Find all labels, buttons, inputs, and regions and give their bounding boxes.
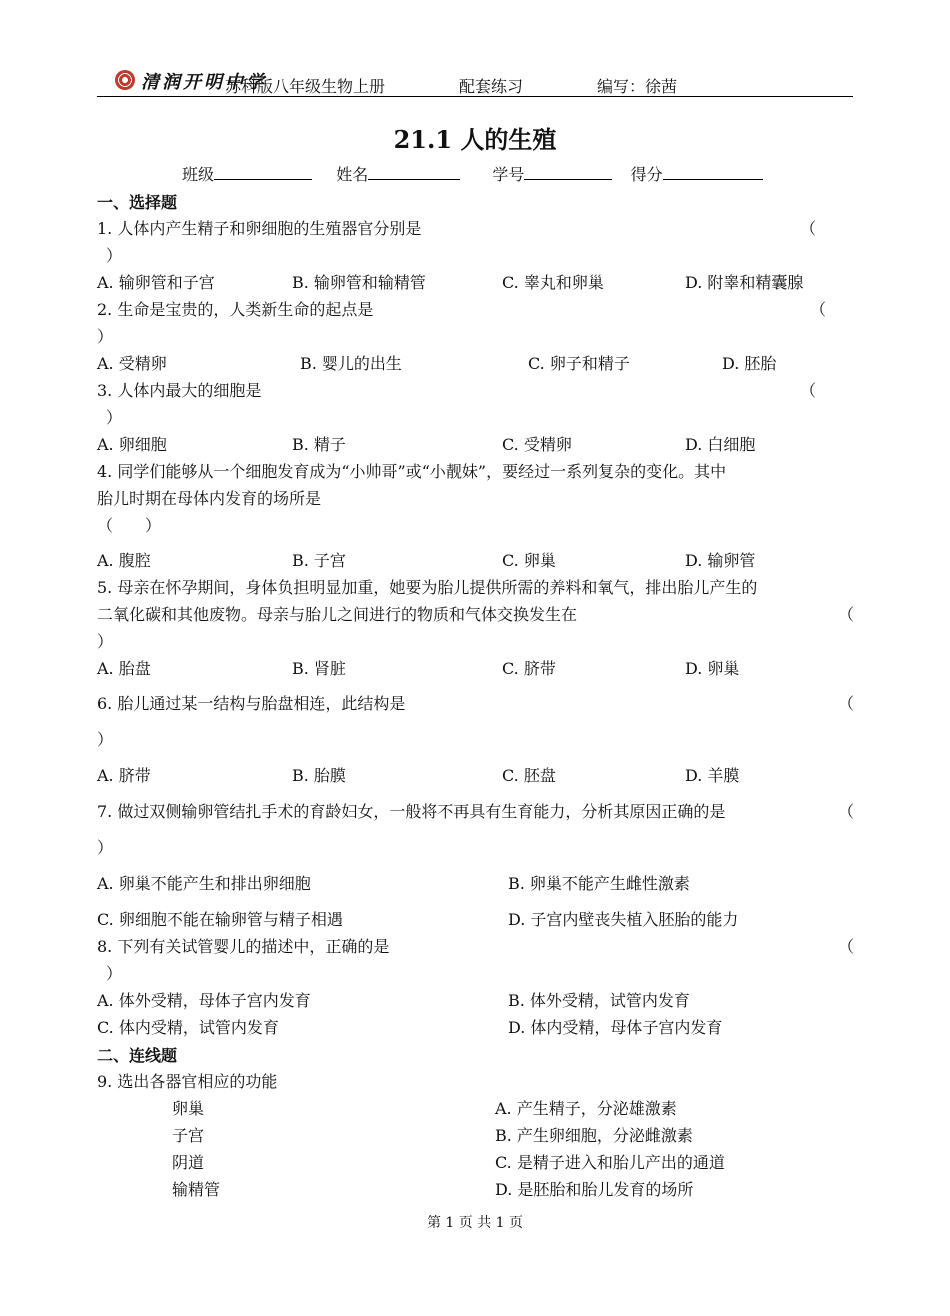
q5-option-d[interactable]: D. 卵巢 <box>685 659 740 678</box>
q8-paren-open: （ <box>838 937 855 956</box>
school-name: 清润开明中学 <box>141 72 267 93</box>
q6-option-b[interactable]: B. 胎膜 <box>292 766 346 785</box>
q7-option-c[interactable]: C. 卵细胞不能在输卵管与精子相遇 <box>97 910 343 929</box>
q2-option-d[interactable]: D. 胚胎 <box>722 354 777 373</box>
q5-option-b[interactable]: B. 肾脏 <box>292 659 346 678</box>
id-blank[interactable] <box>524 163 612 180</box>
q5-paren-open: （ <box>838 605 855 624</box>
q7-paren-close: ） <box>97 838 114 857</box>
q1-text: 1. 人体内产生精子和卵细胞的生殖器官分别是 <box>97 219 422 238</box>
q7-text: 7. 做过双侧输卵管结扎手术的育龄妇女，一般将不再具有生育能力，分析其原因正确的是 <box>97 802 726 821</box>
q3-text: 3. 人体内最大的细胞是 <box>97 381 262 400</box>
q4-option-c[interactable]: C. 卵巢 <box>502 551 556 570</box>
q2-option-c[interactable]: C. 卵子和精子 <box>528 354 630 373</box>
author: 编写：徐茜 <box>597 77 678 96</box>
page-title: 21.1 人的生殖 <box>393 125 557 154</box>
page-header <box>97 66 853 97</box>
class-blank[interactable] <box>214 163 312 180</box>
q1-paren-open: （ <box>800 219 817 238</box>
q2-paren-close: ） <box>97 327 114 346</box>
q4-text-line1: 4. 同学们能够从一个细胞发育成为“小帅哥”或“小靓妹”，要经过一系列复杂的变化。其中 <box>97 462 727 481</box>
q8-text: 8. 下列有关试管婴儿的描述中，正确的是 <box>97 937 390 956</box>
exercise-type: 配套练习 <box>459 77 524 96</box>
q3-option-c[interactable]: C. 受精卵 <box>502 435 572 454</box>
q8-paren-close: ） <box>106 964 123 983</box>
q2-paren-open: （ <box>810 300 827 319</box>
score-label: 得分 <box>630 165 663 184</box>
q7-paren-open: （ <box>838 802 855 821</box>
q1-option-c[interactable]: C. 睾丸和卵巢 <box>502 273 604 292</box>
student-info-row <box>182 162 763 185</box>
q1-option-b[interactable]: B. 输卵管和输精管 <box>292 273 426 292</box>
q1-option-a[interactable]: A. 输卵管和子宫 <box>97 273 215 292</box>
function-item[interactable]: A. 产生精子，分泌雄激素 <box>495 1099 677 1118</box>
q8-option-d[interactable]: D. 体内受精，母体子宫内发育 <box>508 1018 723 1037</box>
q5-option-a[interactable]: A. 胎盘 <box>97 659 151 678</box>
q3-option-a[interactable]: A. 卵细胞 <box>97 435 167 454</box>
q2-option-b[interactable]: B. 婴儿的出生 <box>300 354 402 373</box>
q8-option-c[interactable]: C. 体内受精，试管内发育 <box>97 1018 279 1037</box>
q5-text-line1: 5. 母亲在怀孕期间，身体负担明显加重，她要为胎儿提供所需的养料和氧气，排出胎儿产生的 <box>97 578 758 597</box>
q5-option-c[interactable]: C. 脐带 <box>502 659 556 678</box>
q8-option-a[interactable]: A. 体外受精，母体子宫内发育 <box>97 991 311 1010</box>
q5-paren-close: ） <box>97 632 114 651</box>
class-label: 班级 <box>182 165 215 184</box>
q4-option-b[interactable]: B. 子宫 <box>292 551 346 570</box>
function-item[interactable]: C. 是精子进入和胎儿产出的通道 <box>495 1153 725 1172</box>
q6-option-c[interactable]: C. 胚盘 <box>502 766 556 785</box>
name-label: 姓名 <box>336 165 369 184</box>
q4-paren: （ ） <box>97 516 162 535</box>
q3-paren-open: （ <box>800 381 817 400</box>
q6-paren-open: （ <box>838 694 855 713</box>
q6-text: 6. 胎儿通过某一结构与胎盘相连，此结构是 <box>97 694 406 713</box>
q3-option-d[interactable]: D. 白细胞 <box>685 435 756 454</box>
q7-option-a[interactable]: A. 卵巢不能产生和排出卵细胞 <box>97 874 311 893</box>
q8-option-b[interactable]: B. 体外受精，试管内发育 <box>508 991 690 1010</box>
q6-paren-close: ） <box>97 730 114 749</box>
organ-item[interactable]: 卵巢 <box>172 1099 205 1118</box>
section2-heading: 二、连线题 <box>97 1046 178 1065</box>
organ-item[interactable]: 输精管 <box>172 1180 221 1199</box>
q6-option-d[interactable]: D. 羊膜 <box>685 766 740 785</box>
q1-paren-close: ） <box>106 246 123 265</box>
q2-text: 2. 生命是宝贵的，人类新生命的起点是 <box>97 300 374 319</box>
section1-heading: 一、选择题 <box>97 193 178 212</box>
q7-option-b[interactable]: B. 卵巢不能产生雌性激素 <box>508 874 690 893</box>
textbook-name: 苏科版八年级生物上册 <box>225 77 386 96</box>
function-item[interactable]: D. 是胚胎和胎儿发育的场所 <box>495 1180 694 1199</box>
q3-option-b[interactable]: B. 精子 <box>292 435 346 454</box>
q2-option-a[interactable]: A. 受精卵 <box>97 354 167 373</box>
name-blank[interactable] <box>368 163 460 180</box>
score-blank[interactable] <box>663 163 763 180</box>
organ-item[interactable]: 阴道 <box>172 1153 205 1172</box>
q4-option-a[interactable]: A. 腹腔 <box>97 551 151 570</box>
school-logo-icon <box>115 70 135 90</box>
q4-option-d[interactable]: D. 输卵管 <box>685 551 756 570</box>
organ-item[interactable]: 子宫 <box>172 1126 205 1145</box>
q5-text-line2: 二氧化碳和其他废物。母亲与胎儿之间进行的物质和气体交换发生在 <box>97 605 578 624</box>
page-footer: 第 1 页 共 1 页 <box>426 1215 524 1231</box>
q1-option-d[interactable]: D. 附睾和精囊腺 <box>685 273 804 292</box>
q6-option-a[interactable]: A. 脐带 <box>97 766 151 785</box>
q9-text: 9. 选出各器官相应的功能 <box>97 1072 278 1091</box>
q3-paren-close: ） <box>106 408 123 427</box>
function-item[interactable]: B. 产生卵细胞，分泌雌激素 <box>495 1126 693 1145</box>
q7-option-d[interactable]: D. 子宫内壁丧失植入胚胎的能力 <box>508 910 739 929</box>
id-label: 学号 <box>492 165 525 184</box>
q4-text-line2: 胎儿时期在母体内发育的场所是 <box>97 489 322 508</box>
